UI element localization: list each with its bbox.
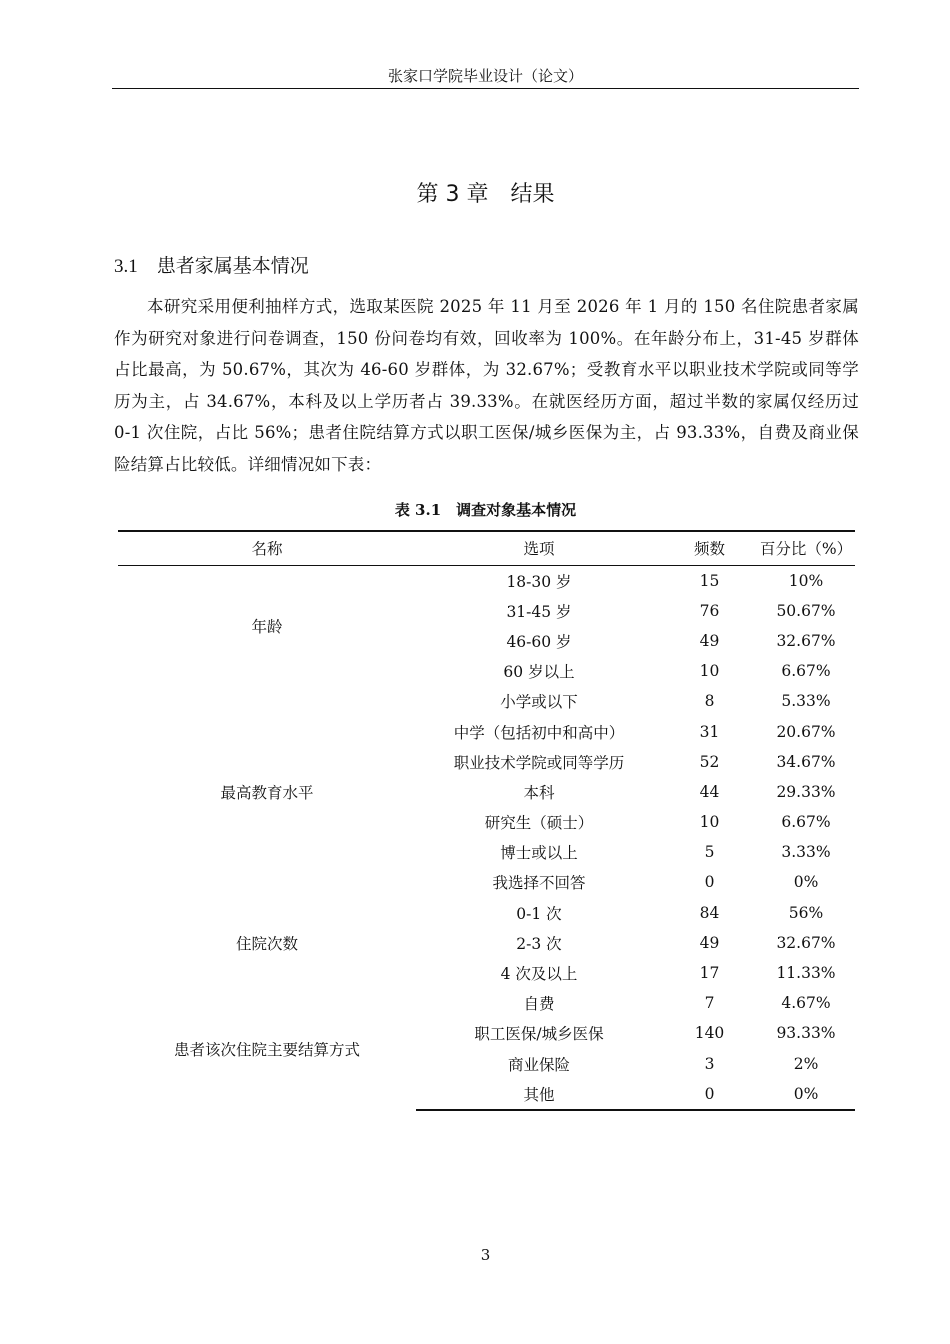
option-cell: 职工医保/城乡医保	[474, 1025, 604, 1044]
percent-cell: 3.33%	[781, 843, 831, 862]
percent-cell: 29.33%	[776, 782, 836, 801]
running-header: 张家口学院毕业设计（论文）	[387, 67, 583, 85]
table-caption: 表 3.1 调查对象基本情况	[394, 501, 577, 519]
option-cell: 4 次及以上	[500, 965, 578, 984]
header-rule	[112, 88, 859, 89]
option-cell: 博士或以上	[500, 844, 578, 863]
option-cell: 2-3 次	[516, 934, 562, 953]
percent-cell: 34.67%	[776, 752, 836, 771]
percent-cell: 0%	[793, 873, 819, 892]
option-cell: 职业技术学院或同等学历	[453, 753, 625, 772]
percent-cell: 6.67%	[781, 662, 831, 681]
percent-cell: 11.33%	[776, 964, 836, 983]
frequency-cell: 10	[699, 662, 720, 681]
table-row	[118, 686, 855, 716]
option-cell: 31-45 岁	[506, 602, 572, 621]
frequency-cell: 49	[699, 933, 720, 952]
body-paragraph: 本研究采用便利抽样方式，选取某医院 2025 年 11 月至 2026 年 1 月的 150 名住院患者家属作为研究对象进行问卷调查，150 份问卷均有效，回收率为 100%。在年龄分布上，31-45 岁群体占比最高，为 50.67%，其次为 46-60 岁群体，为 32.67%；受教育水平以职业技术学院或同等学历为主，占 34.67%，本科及以上学历者占 39.33%。在就医经历方面，超过半数的家属仅经历过 0-1 次住院，占比 56%；患者住院结算方式以职工医保/城乡医保为主，占 93.33%，自费及商业保险结算占比较低。详细情况如下表：	[114, 297, 859, 474]
group-name-cell: 患者该次住院主要结算方式	[173, 1041, 360, 1059]
option-cell: 60 岁以上	[503, 663, 575, 682]
table-row	[118, 988, 855, 1018]
frequency-cell: 7	[704, 994, 715, 1013]
frequency-cell: 17	[699, 964, 720, 983]
header-cell-name: 名称	[118, 531, 416, 565]
option-cell: 我选择不回答	[492, 874, 586, 893]
frequency-cell: 10	[699, 813, 720, 832]
percent-cell: 50.67%	[776, 601, 836, 620]
frequency-cell: 84	[699, 903, 720, 922]
frequency-cell: 0	[704, 873, 715, 892]
option-cell: 自费	[523, 995, 555, 1014]
header-cell-option: 选项	[416, 531, 662, 565]
section-title: 患者家属基本情况	[156, 255, 309, 277]
option-cell: 商业保险	[507, 1055, 570, 1074]
percent-cell: 32.67%	[776, 933, 836, 952]
group-name-cell: 年龄	[251, 617, 283, 636]
chapter-title: 第 3 章 结果	[416, 182, 555, 207]
percent-cell: 56%	[788, 903, 824, 922]
frequency-cell: 3	[704, 1054, 715, 1073]
group-name-cell: 住院次数	[235, 934, 298, 953]
header-cell-percent: 百分比（%）	[757, 531, 855, 565]
percent-cell: 2%	[793, 1054, 819, 1073]
frequency-cell: 140	[694, 1024, 725, 1043]
group-name-cell: 最高教育水平	[220, 783, 314, 802]
section-heading	[114, 252, 309, 281]
table-row	[118, 898, 855, 928]
table-row	[118, 565, 855, 596]
frequency-cell: 44	[699, 782, 720, 801]
percent-cell: 6.67%	[781, 813, 831, 832]
frequency-cell: 8	[704, 692, 715, 711]
percent-cell: 5.33%	[781, 692, 831, 711]
option-cell: 研究生（硕士）	[484, 814, 594, 833]
frequency-cell: 52	[699, 752, 720, 771]
survey-table	[118, 530, 855, 1111]
option-cell: 18-30 岁	[506, 572, 572, 591]
option-cell: 46-60 岁	[506, 632, 572, 651]
percent-cell: 0%	[757, 1079, 855, 1110]
option-cell: 0-1 次	[516, 904, 562, 923]
frequency-cell: 49	[699, 631, 720, 650]
option-cell: 其他	[416, 1079, 662, 1110]
frequency-cell: 31	[699, 722, 720, 741]
percent-cell: 20.67%	[776, 722, 836, 741]
option-cell: 本科	[523, 783, 555, 802]
percent-cell: 32.67%	[776, 631, 836, 650]
percent-cell: 4.67%	[781, 994, 831, 1013]
percent-cell: 93.33%	[776, 1024, 836, 1043]
frequency-cell: 0	[662, 1079, 757, 1110]
frequency-cell: 76	[699, 601, 720, 620]
header-cell-frequency: 频数	[662, 531, 757, 565]
table-header-row	[118, 531, 855, 565]
frequency-cell: 5	[704, 843, 715, 862]
table-body	[118, 565, 855, 1110]
page-number: 3	[480, 1246, 491, 1264]
option-cell: 小学或以下	[500, 693, 578, 712]
percent-cell: 10%	[788, 571, 824, 590]
frequency-cell: 15	[699, 571, 720, 590]
option-cell: 中学（包括初中和高中）	[453, 723, 625, 742]
section-number: 3.1	[114, 256, 138, 277]
